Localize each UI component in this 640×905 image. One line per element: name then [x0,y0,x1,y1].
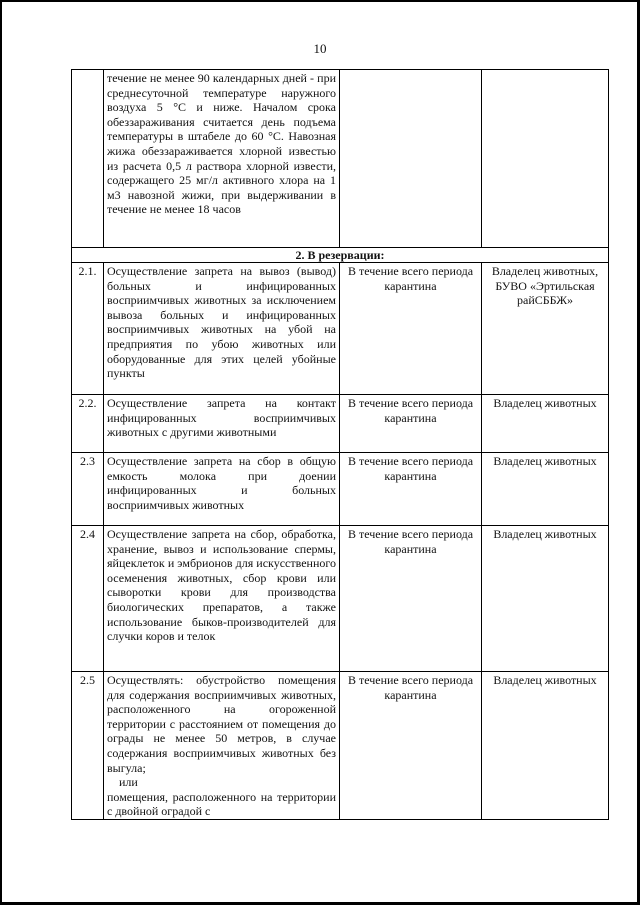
cell-num: 2.5 [72,672,104,820]
cell-action: Осуществление запрета на вывоз (вывод) больных и инфицированных восприимчивых животных за исключением вывоза больных и инфицированных восприимчивых животных на убой на предприятия по убою животных или оборудованные для этих целей убойные пункты [104,263,340,395]
cell-responsible: Владелец животных [482,395,609,453]
scan-border-top [0,0,640,2]
measures-table [71,69,609,820]
cell-action: Осуществление запрета на контакт инфицированных восприимчивых животных с другими животными [104,395,340,453]
cell-responsible [482,70,609,248]
table-row [72,672,609,820]
table-row [72,453,609,526]
cell-action: Осуществление запрета на сбор, обработка, хранение, вывоз и использование спермы, яйцеклеток и эмбрионов для искусственного осеменения животных, сбор крови или сыворотки крови для производства биологических препаратов, а также использование быков-производителей для случки коров и телок [104,526,340,672]
cell-num: 2.4 [72,526,104,672]
cell-term: В течение всего периода карантина [340,672,482,820]
cell-term: В течение всего периода карантина [340,263,482,395]
cell-responsible: Владелец животных [482,526,609,672]
cell-term: В течение всего периода карантина [340,395,482,453]
cell-term [340,70,482,248]
cell-num: 2.3 [72,453,104,526]
table-row [72,526,609,672]
action-tail: помещения, расположенного на территории с двойной оградой с [107,789,336,819]
table-row-continuation [72,70,609,248]
cell-action [104,672,340,820]
action-text: Осуществлять: обустройство помещения для содержания восприимчивых животных, расположенного на огороженной территории с расстоянием от помещения до ограды не менее 50 метров, в случае содержания восприимчивых животных без выгула; [107,673,336,775]
section-title: 2. В резервации: [72,248,609,263]
cell-responsible: Владелец животных [482,672,609,820]
cell-term: В течение всего периода карантина [340,526,482,672]
cell-responsible: Владелец животных [482,453,609,526]
cell-action: течение не менее 90 календарных дней - при среднесуточной температуре наружного воздуха 5 °С и ниже. Началом срока обеззараживания считается день подъема температуры в штабеле до 60 °С. Навозная жижа обеззараживается хлорной известью из расчета 0,5 л раствора хлорной извести, содержащего 25 мг/л активного хлора на 1 м3 навозной жижи, при выдерживании в течение не менее 18 часов [104,70,340,248]
cell-term: В течение всего периода карантина [340,453,482,526]
cell-action: Осуществление запрета на сбор в общую емкость молока при доении инфицированных и больных восприимчивых животных [104,453,340,526]
cell-num: 2.1. [72,263,104,395]
action-or: или [119,775,138,790]
table-row [72,263,609,395]
table-row [72,395,609,453]
cell-num [72,70,104,248]
cell-responsible: Владелец животных, БУВО «Эртильская райСББЖ» [482,263,609,395]
page-number: 10 [313,41,327,56]
section-header-row [72,248,609,263]
cell-num: 2.2. [72,395,104,453]
scan-border-left [0,0,2,905]
